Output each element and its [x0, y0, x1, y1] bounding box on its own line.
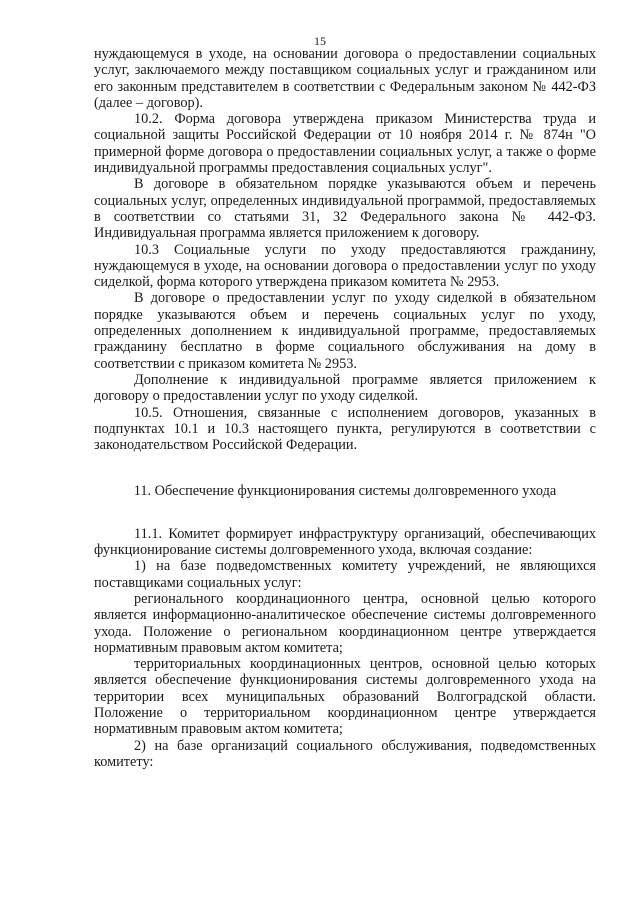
paragraph-item-2: 2) на базе организаций социального обслуживания, подведомственных комитету:: [94, 737, 596, 770]
spacer: [94, 500, 596, 526]
section-heading-11: 11. Обеспечение функционирования системы долговременного ухода: [133, 483, 557, 500]
paragraph-10-2: 10.2. Форма договора утверждена приказом Министерства труда и социальной защиты Российской Федерации от 10 ноября 2014 г. № 874н "О примерной форме договора о предоставлении социальных услуг, а также о форме индивидуальной программы предоставления социальных услуг".: [94, 111, 596, 177]
paragraph-territorial-centers: территориальных координационных центров, основной целью которых является обеспечение функционирования системы долговременного ухода на территории всех муниципальных образований Волгоградской области. Положение о территориальном координационном центре утверждается нормативным правовым актом комитета;: [94, 656, 596, 738]
page-number: 15: [314, 34, 326, 48]
paragraph-caregiver-contract: В договоре о предоставлении услуг по уходу сиделкой в обязательном порядке указываются объем и перечень социальных услуг по уходу, определенных дополнением к индивидуальной программе, предоставляемых гражданину бесплатно в форме социального обслуживания на дому в соответствии с приказом комитета № 2953.: [94, 290, 596, 372]
paragraph-10-5: 10.5. Отношения, связанные с исполнением договоров, указанных в подпунктах 10.1 и 10.3 настоящего пункта, регулируются в соответствии с законодательством Российской Федерации.: [94, 404, 596, 454]
paragraph-item-1: 1) на базе подведомственных комитету учреждений, не являющихся поставщиками социальных услуг:: [94, 558, 596, 591]
document-body: [94, 46, 596, 770]
paragraph-continuation: нуждающемуся в уходе, на основании договора о предоставлении социальных услуг, заключаемого между поставщиком социальных услуг и гражданином или его законным представителем в соответствии с Федеральным законом № 442-ФЗ (далее – договор).: [94, 46, 596, 111]
paragraph-11-1: 11.1. Комитет формирует инфраструктуру организаций, обеспечивающих функционирование системы долговременного ухода, включая создание:: [94, 525, 596, 559]
paragraph-supplement: Дополнение к индивидуальной программе является приложением к договору о предоставлении услуг по уходу сиделкой.: [94, 371, 596, 405]
paragraph-10-3: 10.3 Социальные услуги по уходу предоставляются гражданину, нуждающемуся в уходе, на основании договора о предоставлении услуг по уходу сиделкой, форма которого утверждена приказом комитета № 2953.: [94, 241, 596, 291]
paragraph-regional-center: регионального координационного центра, основной целью которого является информационно-аналитическое обеспечение системы долговременного ухода. Положение о региональном координационном центре утверждается нормативным правовым актом комитета;: [94, 590, 596, 656]
paragraph-contract-contents: В договоре в обязательном порядке указываются объем и перечень социальных услуг, определенных индивидуальной программой, предоставляемых в соответствии со статьями 31, 32 Федерального закона № 442-ФЗ. Индивидуальная программа является приложением к договору.: [94, 176, 596, 242]
